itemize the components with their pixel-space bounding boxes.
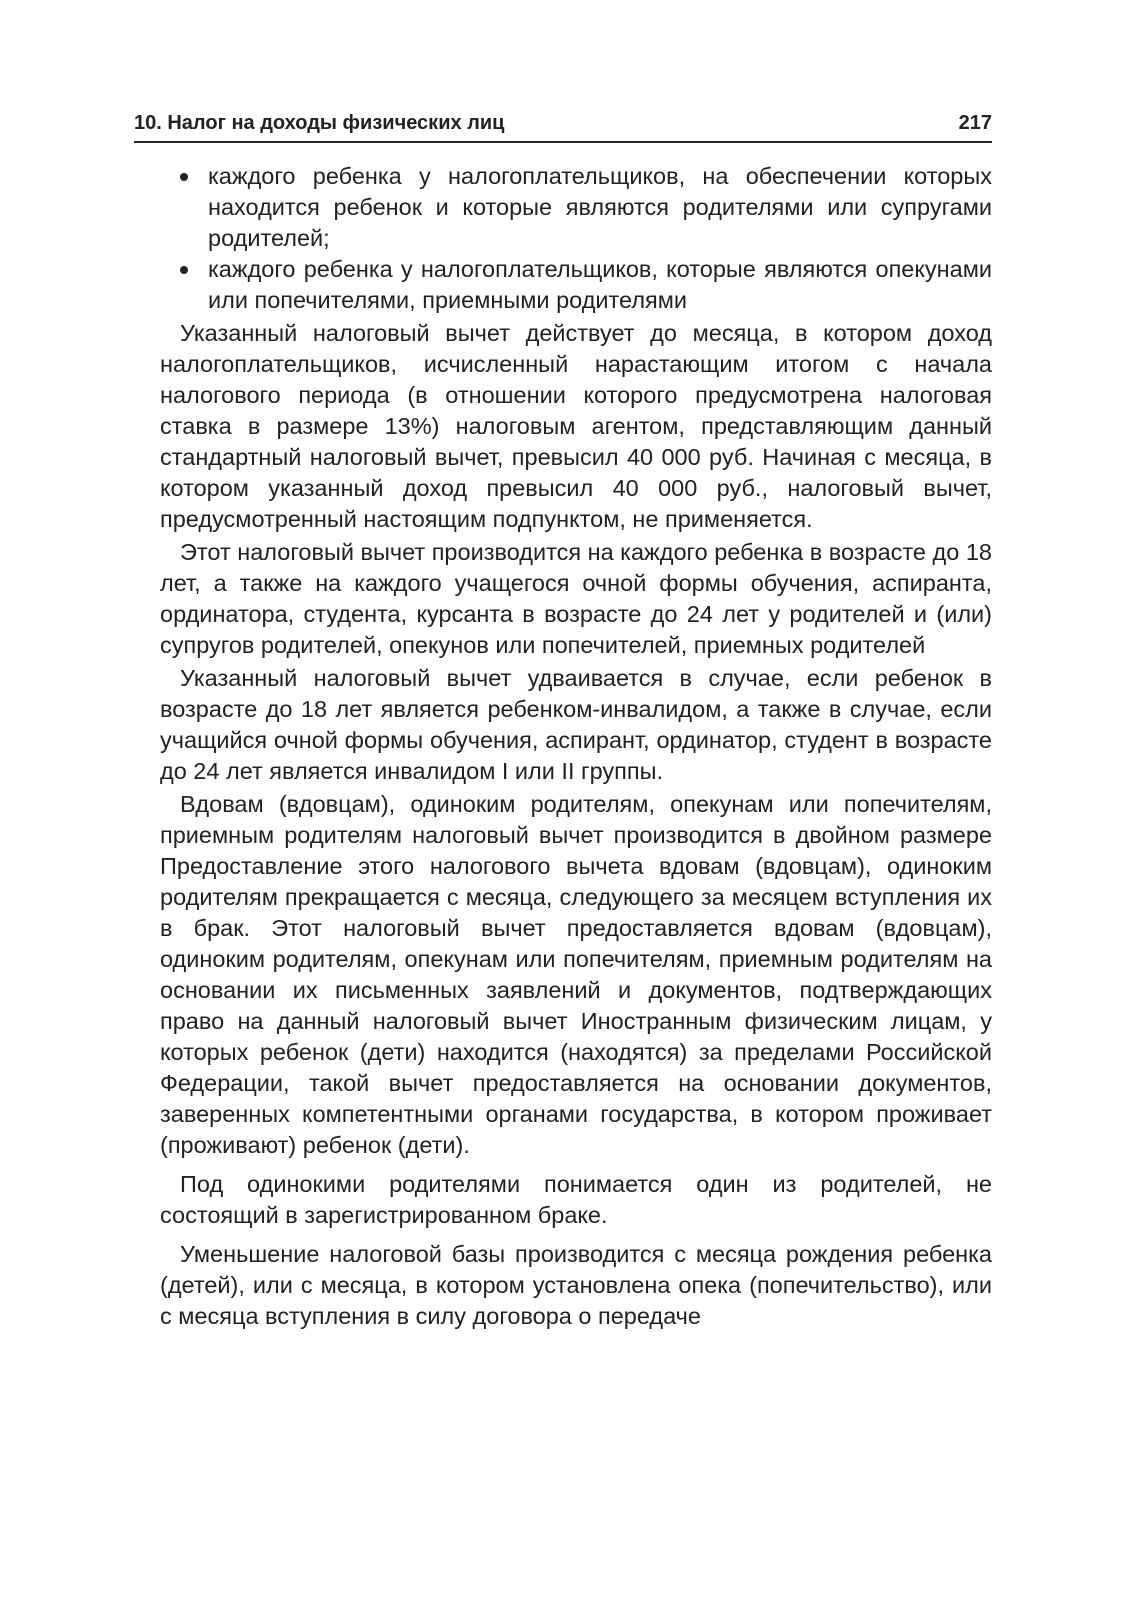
paragraph: Этот налоговый вычет производится на каждого ребенка в возрасте до 18 лет, а также на каждого учащегося очной формы обучения, аспиранта, ординатора, студента, курсанта в возрасте до 24 лет у родителей и (или) супругов родителей, опекунов или попечителей, приемных родителей bbox=[160, 539, 992, 658]
list-item-text: каждого ребенка у налогоплательщиков, которые являются опекунами или попечителями, приемными родителями bbox=[208, 256, 992, 313]
header-rule bbox=[134, 141, 992, 143]
bullet-icon bbox=[180, 266, 188, 274]
paragraph: Уменьшение налоговой базы производится с месяца рождения ребенка (детей), или с месяца, в котором установлена опека (попечительство), или с месяца вступления в силу договора о передаче bbox=[160, 1241, 992, 1329]
body-text bbox=[160, 161, 992, 1332]
list-item bbox=[180, 161, 992, 254]
running-header bbox=[134, 112, 992, 135]
paragraph: Указанный налоговый вычет удваивается в случае, если ребенок в возрасте до 18 лет является ребенком-инвалидом, а также в случае, если учащийся очной формы обучения, аспирант, ординатор, студент в возрасте до 24 лет является инвалидом I или II группы. bbox=[160, 665, 992, 784]
list-item bbox=[180, 254, 992, 316]
paragraph: Под одинокими родителями понимается один из родителей, не состоящий в зарегистрированном браке. bbox=[160, 1171, 992, 1228]
page-number: 217 bbox=[958, 112, 992, 134]
bullet-list bbox=[160, 161, 992, 316]
paragraph: Указанный налоговый вычет действует до месяца, в котором доход налогоплательщиков, исчисленный нарастающим итогом с начала налогового периода (в отношении которого предусмотрена налоговая ставка в размере 13%) налоговым агентом, представляющим данный стандартный налоговый вычет, превысил 40 000 руб. Начиная с месяца, в котором указанный доход превысил 40 000 руб., налоговый вычет, предусмотренный настоящим подпунктом, не применяется. bbox=[160, 320, 992, 532]
running-title: 10. Налог на доходы физических лиц bbox=[134, 112, 505, 134]
list-item-text: каждого ребенка у налогоплательщиков, на обеспечении которых находится ребенок и которые являются родителями или супругами родителей; bbox=[208, 163, 992, 251]
bullet-icon bbox=[180, 173, 188, 181]
paragraph: Вдовам (вдовцам), одиноким родителям, опекунам или попечителям, приемным родителям налоговый вычет производится в двойном размере Предоставление этого налогового вычета вдовам (вдовцам), одиноким родителям прекращается с месяца, следующего за месяцем вступления их в брак. Этот налоговый вычет предоставляется вдовам (вдовцам), одиноким родителям, опекунам или попечителям, приемным родителям на основании их письменных заявлений и документов, подтверждающих право на данный налоговый вычет Иностранным физическим лицам, у которых ребенок (дети) находится (находятся) за пределами Российской Федерации, такой вычет предоставляется на основании документов, заверенных компетентными органами государства, в котором проживает (проживают) ребенок (дети). bbox=[160, 791, 992, 1158]
